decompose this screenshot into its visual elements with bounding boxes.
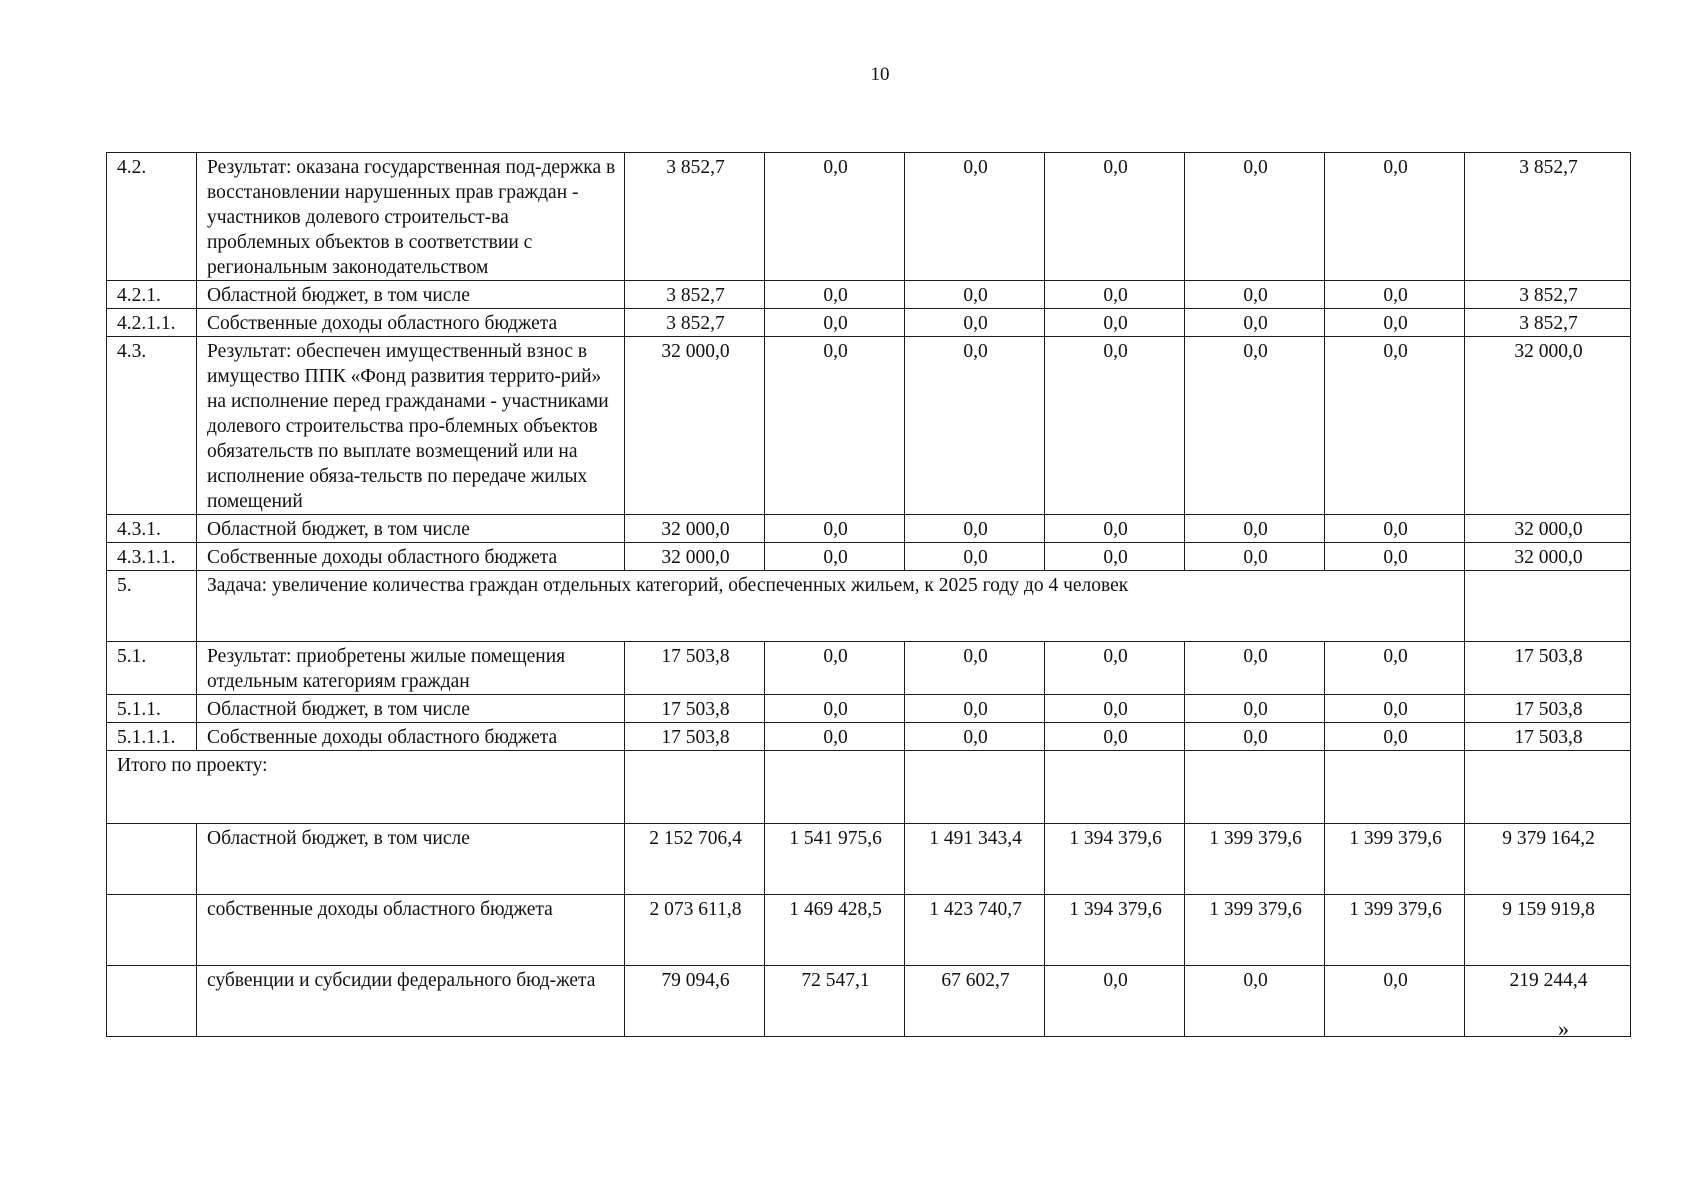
value-cell: 0,0 [765,642,905,695]
value-cell: 0,0 [1045,309,1185,337]
value-cell: 1 399 379,6 [1185,824,1325,895]
row-name: Собственные доходы областного бюджета [197,543,625,571]
row-code: 4.3.1. [107,515,197,543]
total-row [107,824,1631,895]
page-number: 10 [870,64,890,85]
total-cell: 32 000,0 [1465,337,1631,515]
total-row [107,966,1631,1037]
value-cell: 0,0 [1185,695,1325,723]
row-code: 5. [107,571,197,642]
value-cell: 0,0 [1325,281,1465,309]
value-cell: 0,0 [1185,966,1325,1037]
value-cell: 0,0 [765,153,905,281]
value-cell: 0,0 [1185,515,1325,543]
value-cell: 0,0 [1325,642,1465,695]
value-cell: 1 541 975,6 [765,824,905,895]
value-cell: 0,0 [1185,337,1325,515]
table-row [107,309,1631,337]
empty-cell [1465,751,1631,824]
value-cell: 3 852,7 [625,281,765,309]
table-row [107,337,1631,515]
value-cell: 0,0 [765,723,905,751]
value-cell: 2 073 611,8 [625,895,765,966]
empty-cell [107,966,197,1037]
row-code: 4.2.1.1. [107,309,197,337]
value-cell: 17 503,8 [625,642,765,695]
value-cell: 0,0 [1325,723,1465,751]
value-cell: 0,0 [1045,723,1185,751]
value-cell: 0,0 [765,281,905,309]
row-code: 5.1. [107,642,197,695]
row-code: 4.3. [107,337,197,515]
value-cell: 0,0 [905,337,1045,515]
value-cell: 0,0 [765,515,905,543]
value-cell: 0,0 [905,642,1045,695]
value-cell: 0,0 [1045,153,1185,281]
value-cell: 0,0 [765,695,905,723]
total-cell: 3 852,7 [1465,309,1631,337]
row-code: 4.2.1. [107,281,197,309]
total-cell: 32 000,0 [1465,515,1631,543]
value-cell: 0,0 [1045,281,1185,309]
empty-cell [1045,751,1185,824]
task-row [107,571,1631,642]
row-name: Областной бюджет, в том числе [197,824,625,895]
value-cell: 0,0 [905,723,1045,751]
empty-cell [1465,571,1631,642]
value-cell: 32 000,0 [625,543,765,571]
total-cell: 17 503,8 [1465,723,1631,751]
value-cell: 0,0 [1185,153,1325,281]
empty-cell [905,751,1045,824]
value-cell: 0,0 [905,543,1045,571]
row-code: 4.3.1.1. [107,543,197,571]
value-cell: 0,0 [1325,515,1465,543]
value-cell: 0,0 [905,515,1045,543]
value-cell: 79 094,6 [625,966,765,1037]
row-name: Областной бюджет, в том числе [197,515,625,543]
budget-table [106,152,1631,1037]
row-code: 5.1.1.1. [107,723,197,751]
total-cell: 3 852,7 [1465,153,1631,281]
table-row [107,723,1631,751]
value-cell: 17 503,8 [625,723,765,751]
row-name: субвенции и субсидии федерального бюд-жета [197,966,625,1037]
value-cell: 0,0 [1045,543,1185,571]
value-cell: 1 491 343,4 [905,824,1045,895]
empty-cell [765,751,905,824]
row-name: Результат: приобретены жилые помещения отдельным категориям граждан [197,642,625,695]
row-code: 5.1.1. [107,695,197,723]
value-cell: 0,0 [1325,337,1465,515]
value-cell: 0,0 [1045,695,1185,723]
value-cell: 3 852,7 [625,153,765,281]
value-cell: 0,0 [1185,642,1325,695]
value-cell: 1 423 740,7 [905,895,1045,966]
table-row [107,281,1631,309]
total-header-row [107,751,1631,824]
table-row [107,153,1631,281]
value-cell: 67 602,7 [905,966,1045,1037]
table-row [107,642,1631,695]
value-cell: 0,0 [765,309,905,337]
row-name: Собственные доходы областного бюджета [197,723,625,751]
task-text: Задача: увеличение количества граждан отдельных категорий, обеспеченных жильем, к 2025 году до 4 человек [197,571,1465,642]
value-cell: 0,0 [1325,966,1465,1037]
row-name: Областной бюджет, в том числе [197,695,625,723]
empty-cell [1325,751,1465,824]
value-cell: 0,0 [1045,642,1185,695]
value-cell: 0,0 [1185,281,1325,309]
value-cell: 0,0 [905,695,1045,723]
value-cell: 1 399 379,6 [1325,824,1465,895]
total-cell: 9 159 919,8 [1465,895,1631,966]
value-cell: 0,0 [1045,515,1185,543]
value-cell: 1 399 379,6 [1185,895,1325,966]
value-cell: 0,0 [765,543,905,571]
total-cell: 9 379 164,2 [1465,824,1631,895]
total-cell: 3 852,7 [1465,281,1631,309]
row-name: Результат: обеспечен имущественный взнос в имущество ППК «Фонд развития террито-рий» на исполнение перед гражданами - участниками долевого строительства про-блемных объектов обязательств по выплате возмещений или на исполнение обяза-тельств по передаче жилых помещений [197,337,625,515]
value-cell: 1 399 379,6 [1325,895,1465,966]
value-cell: 0,0 [1185,309,1325,337]
value-cell: 0,0 [1185,723,1325,751]
total-cell: 32 000,0 [1465,543,1631,571]
value-cell: 0,0 [1045,337,1185,515]
value-cell: 2 152 706,4 [625,824,765,895]
empty-cell [107,824,197,895]
total-row [107,895,1631,966]
row-name: собственные доходы областного бюджета [197,895,625,966]
value-cell: 0,0 [1185,543,1325,571]
value-cell: 72 547,1 [765,966,905,1037]
value-cell: 0,0 [765,337,905,515]
value-cell: 1 469 428,5 [765,895,905,966]
value-cell: 1 394 379,6 [1045,895,1185,966]
value-cell: 0,0 [905,153,1045,281]
value-cell: 0,0 [1325,309,1465,337]
value-cell: 3 852,7 [625,309,765,337]
value-cell: 32 000,0 [625,515,765,543]
total-cell: 17 503,8 [1465,642,1631,695]
value-cell: 0,0 [905,309,1045,337]
empty-cell [625,751,765,824]
row-name: Собственные доходы областного бюджета [197,309,625,337]
value-cell: 0,0 [1325,543,1465,571]
table-row [107,695,1631,723]
empty-cell [107,895,197,966]
value-cell: 0,0 [905,281,1045,309]
row-name: Областной бюджет, в том числе [197,281,625,309]
table-row [107,543,1631,571]
total-cell: 219 244,4 [1465,966,1631,1037]
empty-cell [1185,751,1325,824]
value-cell: 17 503,8 [625,695,765,723]
closing-quote-mark: » [1558,1016,1569,1041]
value-cell: 0,0 [1045,966,1185,1037]
row-name: Результат: оказана государственная под-держка в восстановлении нарушенных прав граждан - участников долевого строительст-ва проблемных объектов в соответствии с региональным законодательством [197,153,625,281]
total-label: Итого по проекту: [107,751,625,824]
value-cell: 32 000,0 [625,337,765,515]
row-code: 4.2. [107,153,197,281]
table-row [107,515,1631,543]
value-cell: 0,0 [1325,695,1465,723]
value-cell: 1 394 379,6 [1045,824,1185,895]
total-cell: 17 503,8 [1465,695,1631,723]
value-cell: 0,0 [1325,153,1465,281]
